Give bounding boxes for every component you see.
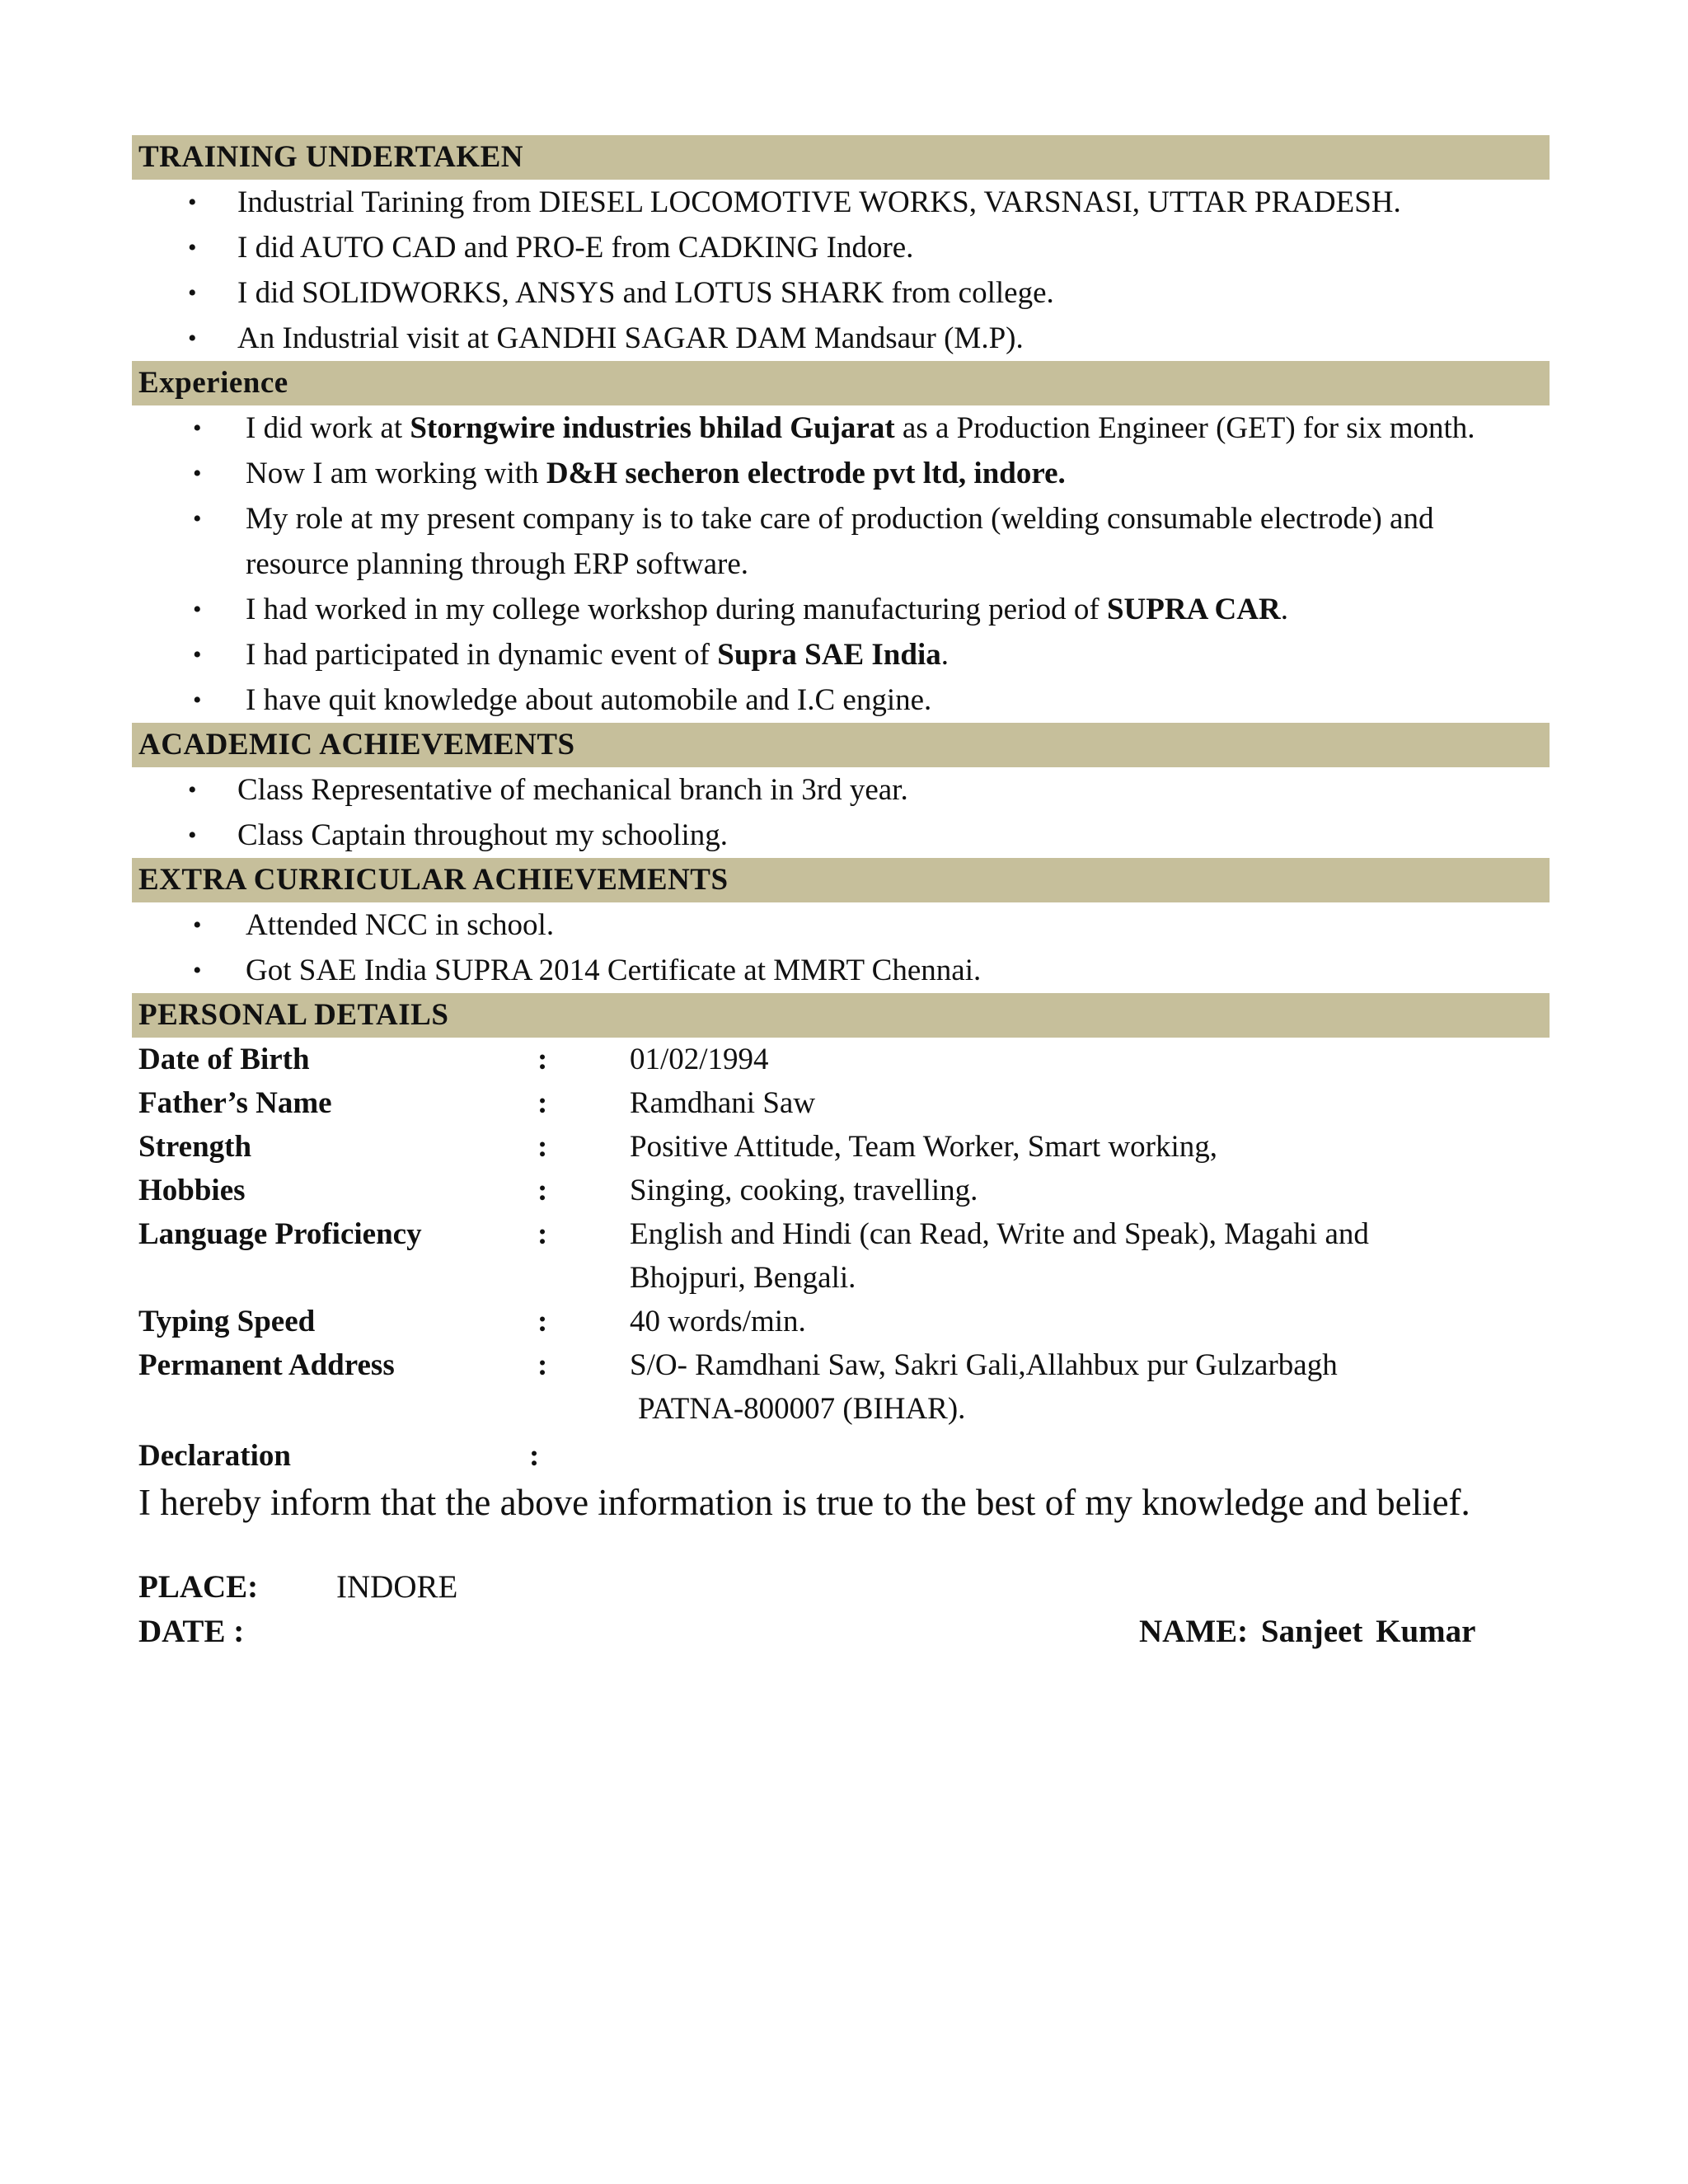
list-item: • I had participated in dynamic event of Supra SAE India. xyxy=(132,632,1550,677)
detail-label: Language Proficiency xyxy=(138,1217,422,1251)
bullet-icon: • xyxy=(193,687,202,714)
list-item: • An Industrial visit at GANDHI SAGAR DAM Mandsaur (M.P). xyxy=(132,316,1550,361)
table-row xyxy=(138,1169,1536,1212)
detail-label: Typing Speed xyxy=(138,1305,316,1338)
bullet-icon: • xyxy=(193,460,202,487)
bullet-icon: • xyxy=(193,596,202,623)
table-row xyxy=(138,1081,1536,1125)
list-item: • I did AUTO CAD and PRO-E from CADKING Indore. xyxy=(132,225,1550,270)
list-item: • Industrial Tarining from DIESEL LOCOMOTIVE WORKS, VARSNASI, UTTAR PRADESH. xyxy=(132,180,1550,225)
bullet-icon: • xyxy=(193,957,202,984)
detail-value: Singing, cooking, travelling. xyxy=(630,1174,978,1207)
date-label: DATE : xyxy=(138,1614,245,1649)
bullet-icon: • xyxy=(188,279,197,307)
place-value: INDORE xyxy=(336,1569,458,1605)
detail-label: Strength xyxy=(138,1130,252,1164)
date-row xyxy=(138,1610,1550,1654)
place-label: PLACE: xyxy=(138,1569,259,1605)
detail-colon: : xyxy=(537,1217,548,1251)
academic-header: ACADEMIC ACHIEVEMENTS xyxy=(132,723,1550,767)
detail-label: Date of Birth xyxy=(138,1043,310,1076)
detail-label: Permanent Address xyxy=(138,1348,395,1382)
declaration-colon: : xyxy=(529,1439,540,1473)
academic-list xyxy=(132,767,1550,858)
bullet-icon: • xyxy=(193,415,202,442)
detail-label: Hobbies xyxy=(138,1174,246,1207)
list-item: • Now I am working with D&H secheron electrode pvt ltd, indore. xyxy=(132,451,1550,496)
personal-details-table xyxy=(138,1038,1536,1431)
list-item: • Got SAE India SUPRA 2014 Certificate at MMRT Chennai. xyxy=(132,948,1550,993)
bullet-icon: • xyxy=(193,641,202,668)
table-row xyxy=(138,1343,1536,1431)
place-row xyxy=(138,1565,1550,1610)
bullet-icon: • xyxy=(188,325,197,352)
list-item: • Attended NCC in school. xyxy=(132,902,1550,948)
detail-colon: : xyxy=(537,1086,548,1120)
detail-value: Ramdhani Saw xyxy=(630,1086,816,1120)
resume-content xyxy=(132,135,1550,1654)
bullet-icon: • xyxy=(188,189,197,216)
list-item: • Class Representative of mechanical branch in 3rd year. xyxy=(132,767,1550,813)
experience-list xyxy=(132,405,1550,723)
detail-colon: : xyxy=(537,1130,548,1164)
detail-colon: : xyxy=(537,1043,548,1076)
list-item: • I have quit knowledge about automobile and I.C engine. xyxy=(132,677,1550,723)
signature-name: NAME: Sanjeet Kumar xyxy=(1139,1614,1476,1649)
detail-value: English and Hindi (can Read, Write and Speak), Magahi and Bhojpuri, Bengali. xyxy=(630,1217,1369,1295)
list-item: • I did SOLIDWORKS, ANSYS and LOTUS SHARK from college. xyxy=(132,270,1550,316)
detail-colon: : xyxy=(537,1174,548,1207)
extra-curricular-header: EXTRA CURRICULAR ACHIEVEMENTS xyxy=(132,858,1550,902)
declaration-row xyxy=(138,1434,1550,1478)
list-item: • I did work at Storngwire industries bhilad Gujarat as a Production Engineer (GET) for six month. xyxy=(132,405,1550,451)
bullet-icon: • xyxy=(188,822,197,849)
training-header: TRAINING UNDERTAKEN xyxy=(132,135,1550,180)
table-row xyxy=(138,1038,1536,1081)
declaration-text: I hereby inform that the above information is true to the best of my knowledge and belief. xyxy=(138,1482,1470,1523)
bullet-icon: • xyxy=(188,776,197,804)
detail-label: Father’s Name xyxy=(138,1086,332,1120)
detail-value: S/O- Ramdhani Saw, Sakri Gali,Allahbux pur Gulzarbagh PATNA-800007 (BIHAR). xyxy=(630,1348,1338,1426)
bullet-icon: • xyxy=(193,505,202,532)
training-list xyxy=(132,180,1550,361)
experience-header: Experience xyxy=(132,361,1550,405)
detail-value: 40 words/min. xyxy=(630,1305,806,1338)
list-item: • I had worked in my college workshop during manufacturing period of SUPRA CAR. xyxy=(132,587,1550,632)
table-row xyxy=(138,1300,1536,1343)
table-row xyxy=(138,1212,1536,1300)
extra-curricular-list xyxy=(132,902,1550,993)
detail-colon: : xyxy=(537,1305,548,1338)
bullet-icon: • xyxy=(188,234,197,261)
list-item: • Class Captain throughout my schooling. xyxy=(132,813,1550,858)
bullet-icon: • xyxy=(193,912,202,939)
list-item: • My role at my present company is to take care of production (welding consumable electrode) and resource planning through ERP software. xyxy=(132,496,1550,587)
table-row xyxy=(138,1125,1536,1169)
personal-details-header: PERSONAL DETAILS xyxy=(132,993,1550,1038)
declaration-label: Declaration xyxy=(138,1439,291,1473)
detail-value: Positive Attitude, Team Worker, Smart working, xyxy=(630,1130,1218,1164)
detail-colon: : xyxy=(537,1348,548,1382)
detail-value: 01/02/1994 xyxy=(630,1043,769,1076)
